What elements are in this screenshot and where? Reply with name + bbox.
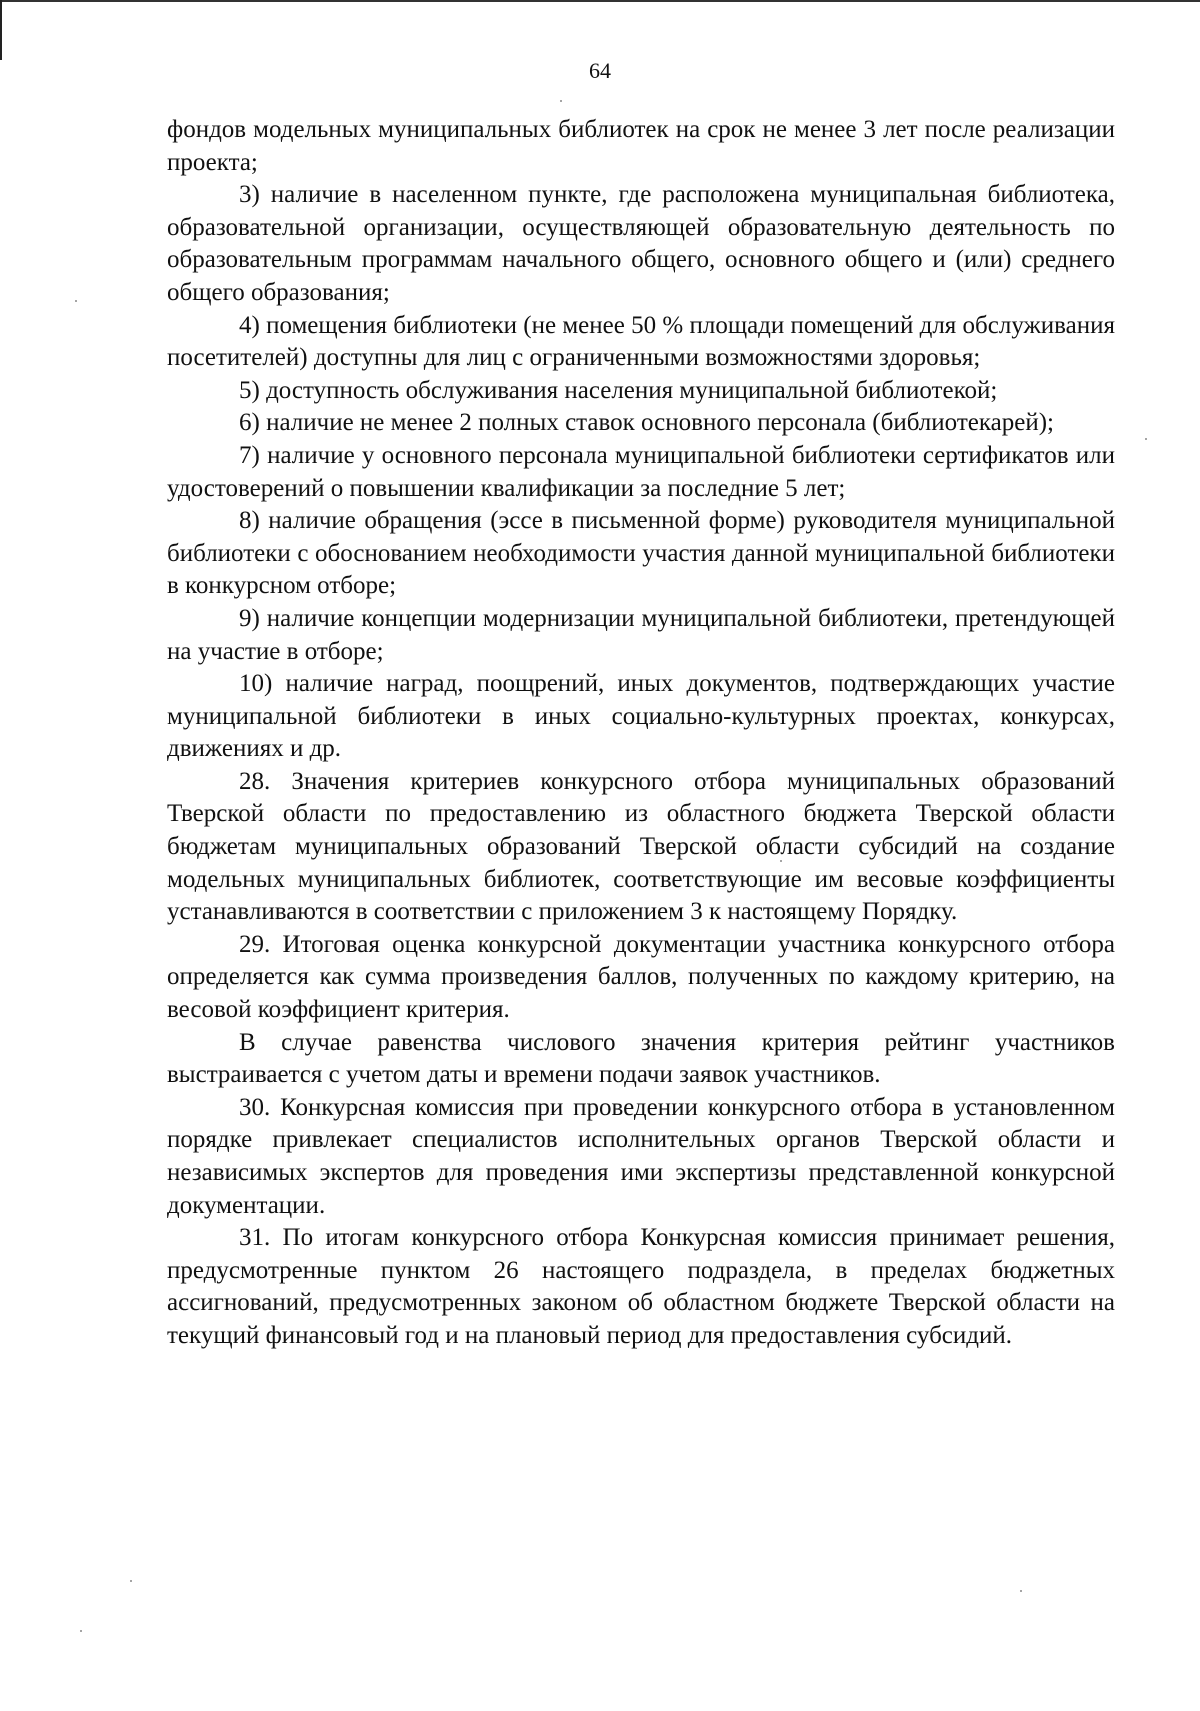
paragraph-item-7: 7) наличие у основного персонала муниципальной библиотеки сертификатов или удостоверений о повышении квалификации за последние 5 лет;	[167, 441, 1115, 502]
scan-speck	[560, 100, 562, 102]
scan-edge-top	[0, 0, 1200, 2]
scan-speck	[130, 1580, 132, 1582]
scan-speck	[780, 860, 782, 862]
paragraph-item-9: 9) наличие концепции модернизации муниципальной библиотеки, претендующей на участие в отборе;	[167, 604, 1115, 665]
paragraph-item-3: 3) наличие в населенном пункте, где расположена муниципальная библиотека, образовательной организации, осуществляющей образовательную деятельность по образовательным программам начального общего, основного общего и (или) среднего общего образования;	[167, 181, 1115, 306]
paragraph-item-8: 8) наличие обращения (эссе в письменной форме) руководителя муниципальной библиотеки с обоснованием необходимости участия данной муниципальной библиотеки в конкурсном отборе;	[167, 507, 1115, 600]
paragraph-item-6: 6) наличие не менее 2 полных ставок основного персонала (библиотекарей);	[239, 409, 1054, 437]
document-body	[167, 114, 1115, 1353]
paragraph-continuation: фондов модельных муниципальных библиотек на срок не менее 3 лет после реализации проекта;	[167, 116, 1115, 176]
page-number: 64	[589, 58, 611, 83]
paragraph-section-31: 31. По итогам конкурсного отбора Конкурсная комиссия принимает решения, предусмотренные пунктом 26 настоящего подраздела, в пределах бюджетных ассигнований, предусмотренных законом об областном бюджете Тверской области на текущий финансовый год и на плановый период для предоставления субсидий.	[167, 1224, 1115, 1349]
scan-speck	[1145, 438, 1147, 440]
scan-edge-left	[0, 0, 2, 60]
paragraph-item-10: 10) наличие наград, поощрений, иных документов, подтверждающих участие муниципальной библиотеки в иных социально-культурных проектах, конкурсах, движениях и др.	[167, 670, 1115, 763]
paragraph-item-5: 5) доступность обслуживания населения муниципальной библиотекой;	[239, 376, 998, 404]
scan-speck	[80, 1630, 82, 1632]
paragraph-item-4: 4) помещения библиотеки (не менее 50 % площади помещений для обслуживания посетителей) доступны для лиц с ограниченными возможностями здоровья;	[167, 311, 1115, 372]
paragraph-section-28: 28. Значения критериев конкурсного отбора муниципальных образований Тверской области по предоставлению из областного бюджета Тверской области бюджетам муниципальных образований Тверской области субсидий на создание модельных муниципальных библиотек, соответствующие им весовые коэффициенты устанавливаются в соответствии с приложением 3 к настоящему Порядку.	[167, 767, 1115, 926]
scan-speck	[1020, 1590, 1022, 1592]
scan-speck	[75, 300, 77, 302]
paragraph-section-29: 29. Итоговая оценка конкурсной документации участника конкурсного отбора определяется как сумма произведения баллов, полученных по каждому критерию, на весовой коэффициент критерия.	[167, 930, 1115, 1024]
paragraph-tie-rule: В случае равенства числового значения критерия рейтинг участников выстраивается с учетом даты и времени подачи заявок участников.	[167, 1028, 1115, 1089]
paragraph-section-30: 30. Конкурсная комиссия при проведении конкурсного отбора в установленном порядке привлекает специалистов исполнительных органов Тверской области и независимых экспертов для проведения ими экспертизы представленной конкурсной документации.	[167, 1093, 1115, 1219]
